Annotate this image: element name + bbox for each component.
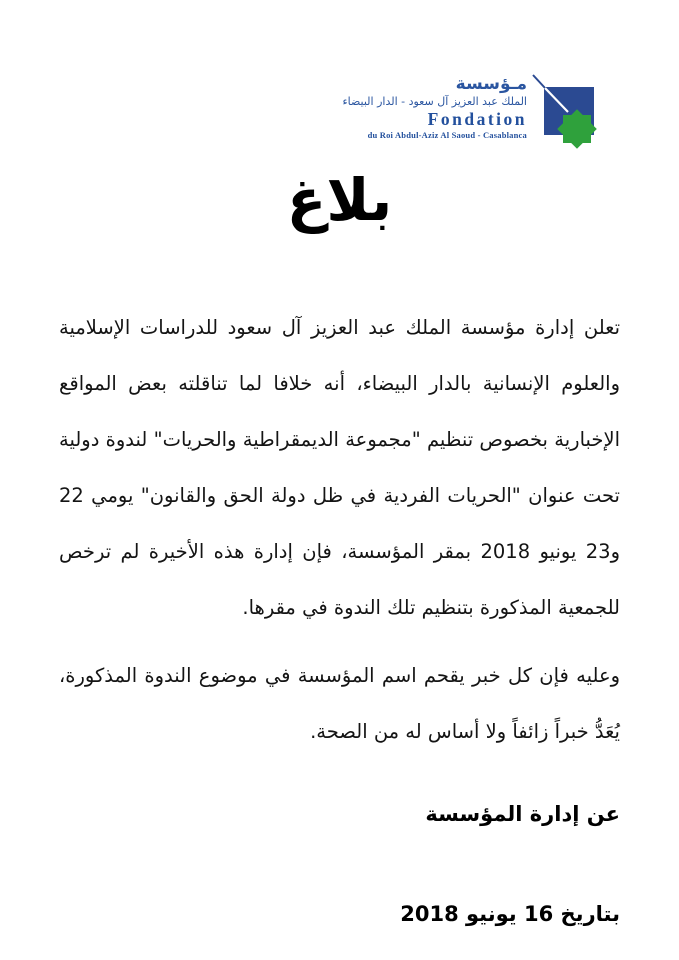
- foundation-logo-text: [342, 74, 527, 142]
- body-paragraph-1: تعلن إدارة مؤسسة الملك عبد العزيز آل سعود للدراسات الإسلامية والعلوم الإنسانية بالدار البيضاء، أنه خلافا لما تناقلته بعض المواقع الإخبارية بخصوص تنظيم "مجموعة الديمقراطية والحريات" لندوة دولية تحت عنوان "الحريات الفردية في ظل دولة الحق والقانون" يومي 22 و23 يونيو 2018 بمقر المؤسسة، فإن إدارة هذه الأخيرة لم ترخص للجمعية المذكورة بتنظيم تلك الندوة في مقرها.: [59, 316, 620, 619]
- body-paragraph-2: وعليه فإن كل خبر يقحم اسم المؤسسة في موضوع الندوة المذكورة، يُعَدُّ خبراً زائفاً ولا أساس له من الصحة.: [59, 664, 620, 743]
- logo-french-name: Fondation: [427, 108, 527, 129]
- foundation-logo: [342, 74, 600, 152]
- logo-french-subtitle: du Roi Abdul-Aziz Al Saoud - Casablanca: [367, 130, 527, 141]
- document-title: بلاغ: [286, 166, 393, 234]
- document-body: [59, 300, 620, 942]
- date-line: بتاريخ 16 يونيو 2018: [400, 902, 620, 926]
- blue-square-with-green-star-icon: [532, 74, 600, 152]
- signature-line: عن إدارة المؤسسة: [425, 802, 620, 826]
- logo-arabic-name: مـؤسسة: [455, 74, 527, 94]
- logo-arabic-subtitle: الملك عبد العزيز آل سعود - الدار البيضاء: [342, 94, 527, 108]
